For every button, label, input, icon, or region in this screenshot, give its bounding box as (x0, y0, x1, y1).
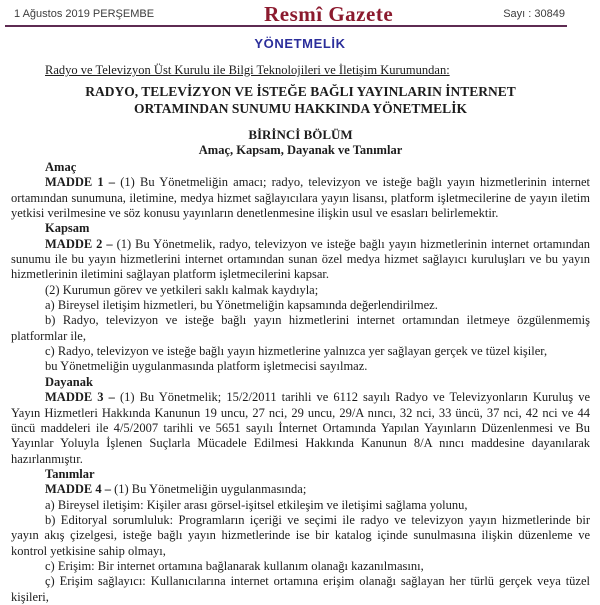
article-paragraph: b) Radyo, televizyon ve isteğe bağlı yayın hizmetlerini internet ortamından iletmeye özgülenmemiş platformlar ile, (11, 313, 590, 343)
chapter-subtitle: Amaç, Kapsam, Dayanak ve Tanımlar (198, 143, 403, 157)
chapter-heading: BİRİNCİ BÖLÜM (248, 127, 353, 142)
article-paragraph: c) Radyo, televizyon ve isteğe bağlı yayın hizmetlerine yalnızca yer sağlayan gerçek ve tüzel kişiler, (45, 344, 548, 359)
issuer-line: Radyo ve Televizyon Üst Kurulu ile Bilgi Teknolojileri ve İletişim Kurumundan: (45, 63, 450, 77)
article-paragraph: bu Yönetmeliğin uygulanmasında platform işletmecisi sayılmaz. (45, 359, 368, 374)
masthead (5, 0, 567, 27)
article-label: MADDE 2 – (45, 236, 113, 251)
masthead-date: 1 Ağustos 2019 PERŞEMBE (14, 8, 155, 20)
article-label: MADDE 1 – (45, 175, 116, 190)
article-paragraph (11, 175, 590, 221)
article-text: (1) Bu Yönetmeliğin amacı; radyo, televizyon ve isteğe bağlı yayın hizmetlerinin internet ortamından sunumuna, iletimine, medya hizmet sağlayıcılara yayın lisansı, platform işletmecilerine de yayın iletim yetkisi verilmesine ve söz konusu yayınların denetlenmesine ilişkin usul ve esasları belirlemektir. (11, 175, 591, 221)
article-heading: Dayanak (45, 374, 93, 389)
document (11, 63, 590, 605)
document-title-line1: RADYO, TELEVİZYON VE İSTEĞE BAĞLI YAYINLARIN İNTERNET (85, 84, 516, 99)
article-paragraph: c) Erişim: Bir internet ortamına bağlanarak kullanım olanağı kazanılmasını, (45, 558, 424, 573)
article-heading: Tanımlar (45, 466, 95, 481)
article-heading: Amaç (45, 160, 77, 174)
article-paragraph: ç) Erişim sağlayıcı: Kullanıcılarına internet ortamına erişim olanağı sağlayan her türlü gerçek veya tüzel kişileri, (11, 574, 590, 604)
issue-number: Sayı : 30849 (503, 8, 565, 20)
article-paragraph: a) Bireysel iletişim hizmetleri, bu Yönetmeliğin kapsamında değerlendirilmez. (45, 298, 438, 313)
article-paragraph (11, 237, 590, 283)
document-title (11, 83, 590, 117)
article-heading: Kapsam (45, 221, 90, 236)
article-label: MADDE 3 – (45, 390, 115, 405)
article-paragraph: a) Bireysel iletişim: Kişiler arası görsel-işitsel etkileşim ve iletişimi sağlama yolunu, (45, 497, 468, 512)
article-paragraph (11, 482, 590, 497)
article-label: MADDE 4 – (45, 482, 111, 497)
article-text: (1) Bu Yönetmeliğin uygulanmasında; (114, 482, 307, 497)
article-text: (1) Bu Yönetmelik, radyo, televizyon ve isteğe bağlı yayın hizmetlerinin internet ortamından sunumu ile bu yayın hizmetlerini internet ortamından sunan özel medya hizmet sağlayıcı kuruluşları ve bu yayın hizmetlerinin iletimini sağlayan platform işletmecilerini kapsar. (11, 236, 590, 282)
article-paragraph: (2) Kurumun görev ve yetkileri saklı kalmak kaydıyla; (45, 282, 319, 297)
article-paragraph: b) Editoryal sorumluluk: Programların içeriği ve seçimi ile radyo ve televizyon yayın hizmetlerinde bir yayın akış çizelgesi, isteğe bağlı yayın hizmetlerinde ise bir katalog içinde sunulmasına ilişkin düzenleme ve kontrol yetkisine sahip olmayı, (11, 512, 590, 558)
article-text: (1) Bu Yönetmelik; 15/2/2011 tarihli ve 6112 sayılı Radyo ve Televizyonların Kuruluş ve Yayın Hizmetleri Hakkında Kanunun 19 uncu, 27 nci, 29 uncu, 29/A nıncı, 32 nci, 33 üncü, 37 nci, 42 nci ve 44 üncü maddeleri ile 4/5/2007 tarihli ve 5651 sayılı İnternet Ortamında Yapılan Yayınların Düzenlenmesi ve Bu Yayınlar Yoluyla İşlenen Suçlarla Mücadele Edilmesi Hakkında Kanunun 8/A nıncı maddesine dayanılarak hazırlanmıştır. (11, 390, 591, 466)
document-title-line2: ORTAMINDAN SUNUMU HAKKINDA YÖNETMELİK (134, 101, 467, 116)
article-paragraph (11, 390, 590, 467)
gazette-title: Resmî Gazete (264, 1, 394, 26)
document-body (11, 160, 590, 605)
section-banner: YÖNETMELİK (254, 36, 346, 51)
